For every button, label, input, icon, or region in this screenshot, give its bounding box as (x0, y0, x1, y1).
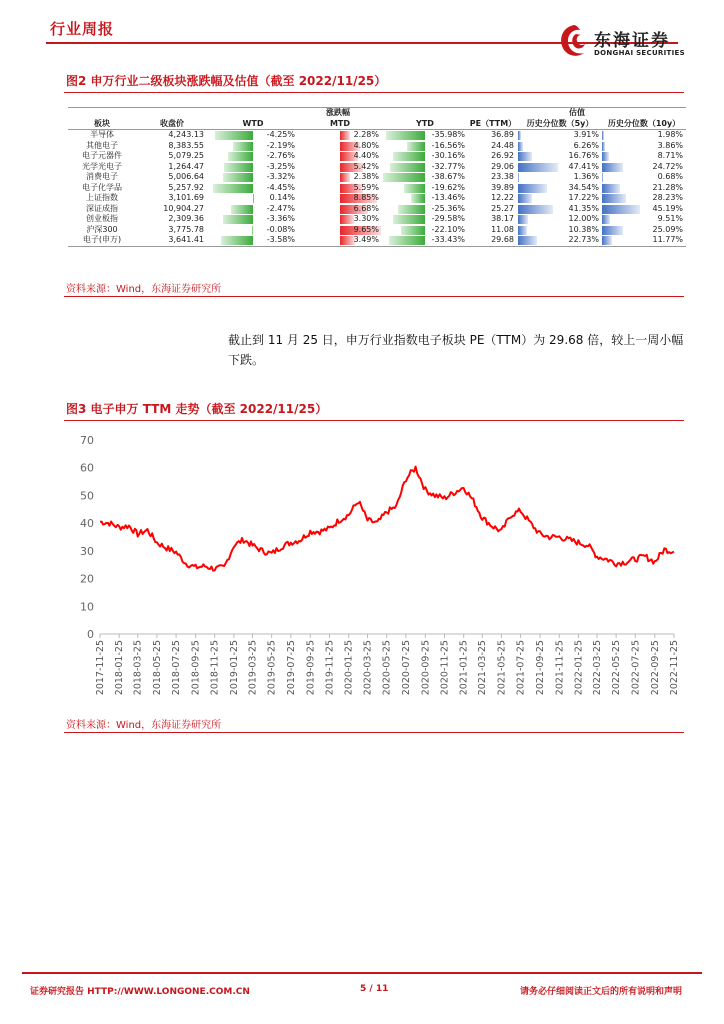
mtd-change-value: 3.30% (353, 214, 379, 223)
percentile-value: 47.41% (568, 161, 599, 171)
x-tick-label: 2017-11-25 (95, 640, 106, 696)
ytd-change-bar (411, 194, 425, 203)
mtd-change-value: 6.68% (353, 203, 379, 213)
percentile-value: 17.22% (568, 193, 599, 202)
x-tick-label: 2020-05-25 (381, 640, 393, 696)
percentile-bar (518, 236, 537, 245)
percentile-10y-cell (602, 193, 686, 204)
percentile-value: 1.98% (657, 130, 684, 139)
percentile-value: 1.36% (573, 172, 599, 181)
wtd-change-value: -3.58% (266, 235, 295, 244)
wtd-change-cell (208, 141, 298, 152)
wtd-change-value: -3.32% (266, 172, 295, 181)
mtd-change-bar (340, 173, 350, 182)
ytd-change-bar (389, 236, 425, 245)
figure2-divider (64, 92, 684, 93)
footer-disclaimer: 请务必仔细阅读正文后的所有说明和声明 (520, 987, 683, 997)
wtd-change-value: -4.25% (266, 130, 295, 139)
x-tick-label: 2021-05-25 (496, 640, 508, 696)
percentile-value: 12.00% (568, 214, 599, 223)
table-row (68, 130, 686, 141)
percentile-value: 34.54% (568, 182, 599, 192)
ytd-change-cell (382, 214, 468, 225)
ytd-change-value: -22.10% (431, 224, 465, 234)
percentile-bar (602, 184, 620, 193)
x-tick-label: 2021-09-25 (535, 640, 547, 696)
sector-name-cell: 消费电子 (86, 172, 118, 181)
pe-ttm-cell: 24.48 (491, 140, 514, 150)
x-tick-label: 2022-11-25 (669, 640, 680, 696)
sector-name-cell: 电子(申万) (68, 235, 136, 246)
percentile-5y-cell (518, 235, 602, 246)
percentile-value: 25.09% (652, 224, 684, 234)
pe-ttm-cell: 36.89 (491, 130, 514, 139)
logo-english-name: DONGHAI SECURITIES (594, 49, 685, 57)
percentile-value: 45.19% (652, 203, 684, 213)
ytd-change-value: -29.58% (431, 214, 465, 223)
ytd-change-cell (382, 162, 468, 173)
ytd-change-bar (383, 173, 425, 182)
percentile-10y-cell (602, 225, 686, 236)
mtd-change-bar (340, 131, 350, 140)
footer-divider (22, 972, 702, 974)
wtd-change-cell (208, 235, 298, 246)
x-tick-label: 2022-03-25 (591, 640, 603, 696)
ytd-change-cell (382, 183, 468, 194)
percentile-10y-cell (602, 183, 686, 194)
wtd-change-value: -4.45% (266, 182, 295, 192)
ytd-change-bar (390, 163, 425, 172)
table-row (68, 193, 686, 204)
y-tick-label: 70 (80, 434, 94, 447)
percentile-5y-cell (518, 225, 602, 236)
mtd-change-value: 5.59% (353, 182, 379, 192)
col-header-pe: PE（TTM） (469, 118, 517, 128)
y-tick-label: 20 (80, 572, 94, 586)
mtd-change-cell (298, 204, 382, 215)
percentile-10y-cell (602, 162, 686, 173)
percentile-value: 8.71% (657, 151, 684, 160)
x-tick-label: 2020-03-25 (362, 640, 374, 696)
percentile-bar (518, 184, 547, 193)
percentile-bar (602, 226, 623, 235)
percentile-value: 22.73% (568, 235, 599, 244)
figure2-source: 资料来源：Wind，东海证券研究所 (66, 284, 222, 295)
dragon-logo-icon (556, 22, 590, 62)
percentile-bar (518, 142, 523, 151)
wtd-change-value: 0.14% (269, 193, 295, 202)
x-tick-label: 2018-03-25 (132, 640, 144, 696)
percentile-value: 28.23% (652, 193, 684, 202)
pe-ttm-cell: 23.38 (491, 172, 514, 181)
ytd-change-value: -33.43% (431, 235, 465, 244)
wtd-change-value: -3.25% (266, 161, 295, 171)
wtd-change-bar (213, 184, 253, 193)
table-row (68, 214, 686, 225)
mtd-change-bar (340, 236, 355, 245)
percentile-10y-cell (602, 204, 686, 215)
percentile-10y-cell (602, 130, 686, 141)
pe-ttm-cell: 25.27 (491, 203, 514, 213)
y-tick-label: 40 (80, 517, 94, 531)
sector-name-cell: 其他电子 (86, 140, 118, 150)
mtd-change-cell (298, 141, 382, 152)
col-header-sector: 板块 (68, 119, 136, 130)
logo-chinese-name: 东海证券 (594, 31, 670, 51)
col-header-ytd: YTD (382, 119, 468, 130)
table-row (68, 172, 686, 183)
percentile-value: 11.77% (652, 235, 684, 244)
percentile-5y-cell (518, 130, 602, 141)
percentile-value: 9.51% (657, 214, 684, 223)
report-section-title: 行业周报 (50, 20, 115, 38)
x-tick-label: 2020-01-25 (343, 640, 355, 696)
percentile-value: 6.26% (573, 140, 599, 150)
pe-ttm-cell: 29.06 (491, 161, 514, 171)
mtd-change-cell (298, 172, 382, 183)
wtd-change-value: -2.76% (266, 151, 295, 160)
percentile-value: 10.38% (568, 224, 599, 234)
percentile-value: 21.28% (652, 182, 684, 192)
wtd-change-cell (208, 162, 298, 173)
close-price-cell: 2,309.36 (168, 214, 204, 223)
pe-ttm-cell: 11.08 (491, 224, 514, 234)
close-price-cell: 1,264.47 (168, 161, 204, 171)
mtd-change-cell (298, 162, 382, 173)
x-tick-label: 2018-01-25 (114, 640, 126, 696)
ytd-change-cell (382, 172, 468, 183)
x-tick-label: 2019-07-25 (285, 640, 297, 696)
percentile-5y-cell (518, 214, 602, 225)
percentile-bar (602, 152, 609, 161)
mtd-change-value: 2.28% (353, 130, 379, 139)
wtd-change-bar (221, 236, 253, 245)
valuation-group-header: 估值 (468, 108, 686, 119)
mtd-change-cell (298, 151, 382, 162)
wtd-change-value: -3.36% (266, 214, 295, 223)
pe-ttm-cell: 38.17 (491, 214, 514, 223)
sector-name-cell: 光学光电子 (82, 161, 122, 171)
y-tick-label: 0 (87, 628, 94, 641)
x-tick-label: 2022-09-25 (649, 640, 661, 696)
mtd-change-cell (298, 235, 382, 246)
wtd-change-cell (208, 172, 298, 183)
ytd-change-value: -25.36% (431, 203, 465, 213)
x-tick-label: 2021-11-25 (554, 640, 566, 696)
source2-divider (64, 732, 684, 733)
percentile-value: 41.35% (568, 203, 599, 213)
x-tick-label: 2019-11-25 (324, 640, 336, 696)
x-tick-label: 2018-09-25 (190, 640, 202, 696)
wtd-change-bar (224, 163, 253, 172)
sector-name-cell: 电子元器件 (82, 151, 122, 160)
x-tick-label: 2019-05-25 (266, 640, 278, 696)
wtd-change-value: -2.19% (266, 140, 295, 150)
ytd-change-cell (382, 225, 468, 236)
close-price-cell: 5,257.92 (168, 182, 204, 192)
wtd-change-bar (215, 131, 253, 140)
figure2-title: 图2 申万行业二级板块涨跌幅及估值（截至 2022/11/25） (66, 74, 387, 88)
table-body (68, 130, 686, 247)
close-price-cell: 8,383.55 (168, 140, 204, 150)
wtd-change-cell (208, 130, 298, 141)
ytd-change-value: -38.67% (431, 172, 465, 181)
percentile-bar (518, 163, 558, 172)
percentile-bar (518, 173, 519, 182)
body-paragraph: 截止到 11 月 25 日，申万行业指数电子板块 PE（TTM）为 29.68 倍，较上一周小幅下跌。 (228, 333, 684, 367)
wtd-change-cell (208, 151, 298, 162)
source1-divider (64, 296, 684, 297)
x-tick-label: 2019-03-25 (247, 640, 259, 696)
percentile-10y-cell (602, 172, 686, 183)
ytd-change-bar (393, 152, 425, 161)
percentile-bar (602, 194, 626, 203)
x-tick-label: 2019-01-25 (228, 640, 240, 696)
x-tick-label: 2018-07-25 (171, 640, 183, 696)
wtd-change-bar (231, 205, 253, 214)
sector-name-cell: 半导体 (90, 130, 114, 139)
col-header-pct-10y: 历史分位数（10y） (602, 119, 686, 130)
sector-name-cell: 电子化学品 (82, 182, 122, 192)
x-tick-label: 2019-09-25 (305, 640, 317, 696)
percentile-5y-cell (518, 204, 602, 215)
wtd-change-bar (223, 173, 253, 182)
percentile-bar (602, 131, 604, 140)
x-tick-label: 2022-01-25 (573, 640, 585, 696)
company-logo (556, 22, 706, 64)
x-tick-label: 2022-07-25 (630, 640, 642, 696)
ytd-change-value: -32.77% (431, 161, 465, 171)
ytd-change-cell (382, 141, 468, 152)
ytd-change-bar (404, 184, 425, 193)
table-row (68, 183, 686, 194)
pe-ttm-cell: 26.92 (491, 151, 514, 160)
table-row (68, 151, 686, 162)
percentile-5y-cell (518, 183, 602, 194)
close-price-cell: 3,775.78 (168, 224, 204, 234)
ytd-change-cell (382, 204, 468, 215)
col-header-wtd: WTD (208, 119, 298, 130)
pe-ttm-line-chart (64, 424, 684, 714)
x-tick-label: 2020-07-25 (400, 640, 412, 696)
wtd-change-cell (208, 204, 298, 215)
percentile-bar (518, 226, 527, 235)
percentile-value: 0.68% (657, 172, 684, 181)
percentile-bar (518, 194, 532, 203)
percentile-5y-cell (518, 162, 602, 173)
percentile-bar (602, 215, 610, 224)
sector-name-cell: 沪深300 (86, 224, 118, 234)
table-row (68, 141, 686, 152)
sector-valuation-table (68, 107, 686, 247)
ytd-change-cell (382, 130, 468, 141)
wtd-change-bar (253, 194, 254, 203)
percentile-10y-cell (602, 235, 686, 246)
mtd-change-cell (298, 225, 382, 236)
wtd-change-bar (228, 152, 253, 161)
percentile-bar (602, 142, 605, 151)
y-tick-label: 60 (80, 461, 94, 475)
mtd-change-bar (340, 215, 354, 224)
close-price-cell: 3,641.41 (136, 235, 208, 246)
percentile-bar (602, 163, 623, 172)
percentile-value: 16.76% (568, 151, 599, 160)
wtd-change-cell (208, 183, 298, 194)
figure3-source: 资料来源：Wind，东海证券研究所 (66, 720, 222, 731)
pe-ttm-cell: 39.89 (491, 182, 514, 192)
close-price-cell: 10,904.27 (163, 203, 204, 213)
ytd-change-bar (401, 226, 425, 235)
percentile-bar (518, 205, 553, 214)
percentile-5y-cell (518, 151, 602, 162)
ytd-change-cell (382, 235, 468, 246)
percentile-10y-cell (602, 151, 686, 162)
table-row (68, 204, 686, 215)
figure3-title: 图3 电子申万 TTM 走势（截至 2022/11/25） (66, 402, 328, 416)
close-price-cell: 3,101.69 (168, 193, 204, 202)
mtd-change-cell (298, 130, 382, 141)
percentile-bar (602, 173, 603, 182)
table-row (68, 235, 686, 246)
sector-name-cell: 创业板指 (86, 214, 118, 223)
percentile-bar (518, 215, 528, 224)
ytd-change-value: -13.46% (431, 193, 465, 202)
percentile-value: 24.72% (652, 161, 684, 171)
wtd-change-cell (208, 193, 298, 204)
percentile-bar (518, 131, 521, 140)
mtd-change-value: 9.65% (353, 224, 379, 234)
ytd-change-value: -30.16% (431, 151, 465, 160)
ytd-change-bar (393, 215, 425, 224)
x-tick-label: 2021-01-25 (458, 640, 470, 696)
y-tick-label: 10 (80, 600, 94, 614)
table-row (68, 162, 686, 173)
wtd-change-value: -2.47% (266, 203, 295, 213)
ytd-change-cell (382, 151, 468, 162)
wtd-change-bar (223, 215, 253, 224)
x-tick-label: 2018-05-25 (151, 640, 163, 696)
x-tick-label: 2020-09-25 (420, 640, 432, 696)
close-price-cell: 5,079.25 (168, 151, 204, 160)
sector-name-cell: 上证指数 (86, 193, 118, 202)
pe-ttm-cell: 29.68 (468, 235, 518, 246)
mtd-change-value: 3.49% (353, 235, 379, 244)
x-tick-label: 2022-05-25 (611, 640, 623, 696)
sector-name-cell: 深证成指 (86, 203, 118, 213)
close-price-cell: 5,006.64 (168, 172, 204, 181)
mtd-change-value: 2.38% (353, 172, 379, 181)
close-price-cell: 4,243.13 (168, 130, 204, 139)
mtd-change-cell (298, 214, 382, 225)
mtd-change-value: 8.85% (353, 193, 379, 202)
x-tick-label: 2021-07-25 (515, 640, 527, 696)
wtd-change-value: -0.08% (266, 224, 295, 234)
percentile-value: 3.91% (573, 130, 599, 139)
x-tick-label: 2018-11-25 (209, 640, 221, 696)
percentile-10y-cell (602, 141, 686, 152)
footer-website: 证券研究报告 HTTP://WWW.LONGONE.COM.CN (30, 987, 250, 997)
ytd-change-cell (382, 193, 468, 204)
mtd-change-cell (298, 193, 382, 204)
percentile-bar (602, 236, 612, 245)
ytd-change-value: -19.62% (431, 182, 465, 192)
change-group-header: 涨跌幅 (208, 108, 468, 119)
percentile-bar (518, 152, 532, 161)
col-header-close: 收盘价 (136, 119, 208, 130)
mtd-change-cell (298, 183, 382, 194)
x-tick-label: 2021-03-25 (477, 640, 489, 696)
wtd-change-cell (208, 214, 298, 225)
ytd-change-bar (398, 205, 425, 214)
ytd-change-bar (407, 142, 425, 151)
percentile-5y-cell (518, 172, 602, 183)
table-row (68, 225, 686, 236)
mtd-change-value: 4.40% (353, 151, 379, 160)
mtd-change-value: 4.80% (353, 140, 379, 150)
col-header-pct-5y: 历史分位数（5y） (518, 119, 602, 130)
wtd-change-bar (252, 226, 253, 235)
col-header-mtd: MTD (298, 119, 382, 130)
y-tick-label: 50 (80, 489, 94, 503)
wtd-change-bar (233, 142, 253, 151)
ytd-change-value: -16.56% (431, 140, 465, 150)
ytd-change-bar (386, 131, 425, 140)
pe-ttm-cell: 12.22 (491, 193, 514, 202)
percentile-bar (602, 205, 640, 214)
percentile-value: 3.86% (657, 140, 684, 150)
percentile-10y-cell (602, 214, 686, 225)
pe-ttm-series-line (100, 467, 674, 571)
page-number: 5 / 11 (360, 984, 389, 994)
wtd-change-cell (208, 225, 298, 236)
ytd-change-value: -35.98% (431, 130, 465, 139)
percentile-5y-cell (518, 141, 602, 152)
figure3-divider (64, 420, 684, 421)
x-tick-label: 2020-11-25 (439, 640, 451, 696)
y-tick-label: 30 (80, 544, 94, 558)
percentile-5y-cell (518, 193, 602, 204)
mtd-change-value: 5.42% (353, 161, 379, 171)
